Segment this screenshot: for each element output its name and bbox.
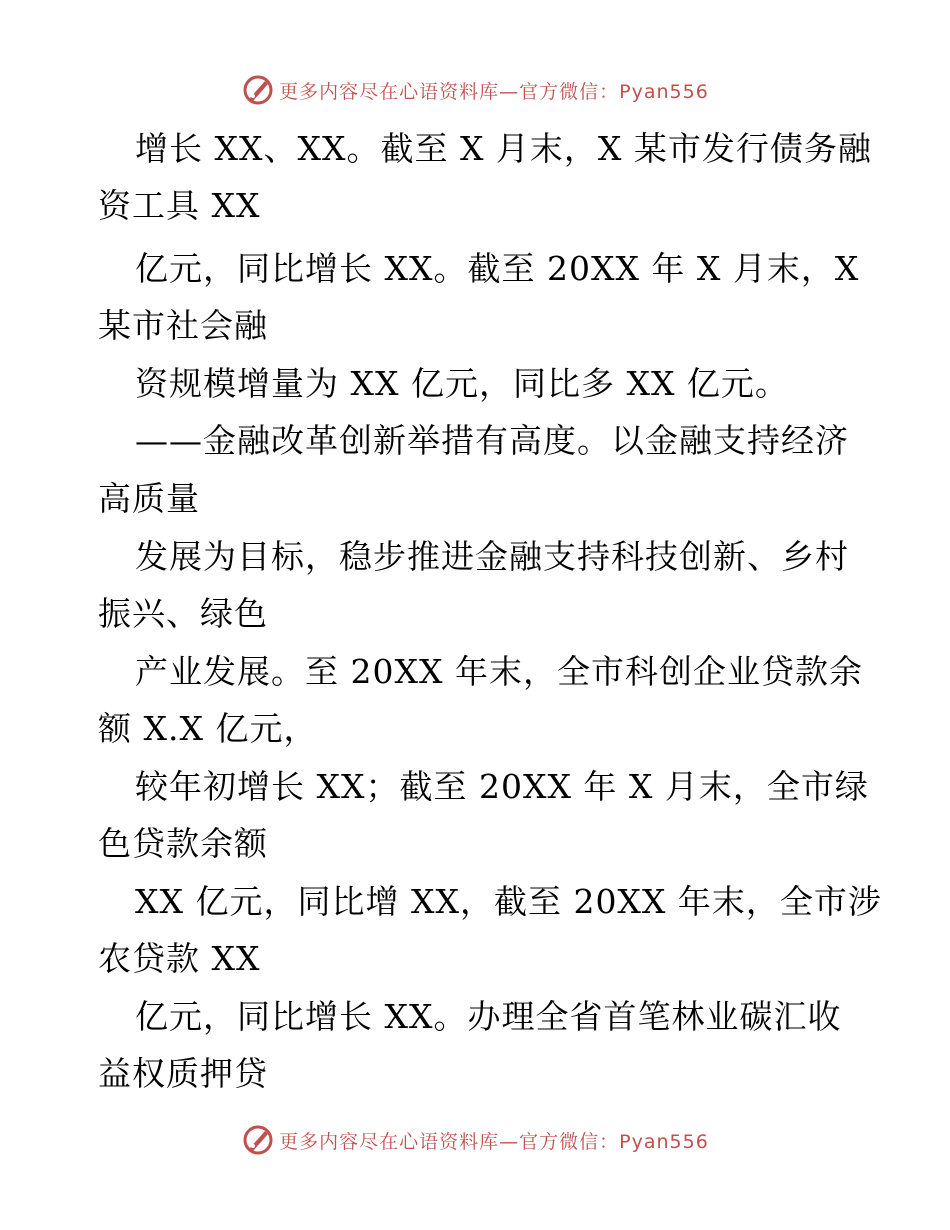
text-line: 农贷款 XX (98, 939, 261, 978)
pen-nib-logo-icon (241, 73, 275, 107)
text-line: 发展为目标，稳步推进金融支持科技创新、乡村 (135, 537, 849, 576)
text-line: 高质量 (98, 479, 200, 518)
text-line: 色贷款余额 (98, 824, 268, 863)
text-line: 增长 XX、XX。截至 X 月末，X 某市发行债务融 (135, 129, 872, 168)
pen-nib-logo-icon (241, 1123, 275, 1157)
text-line: 益权质押贷 (98, 1054, 268, 1093)
text-line: 振兴、绿色 (98, 594, 268, 633)
text-line: XX 亿元，同比增 XX，截至 20XX 年末，全市涉 (135, 882, 882, 921)
text-line: 较年初增长 XX；截至 20XX 年 X 月末，全市绿 (135, 767, 869, 806)
text-line: 亿元，同比增长 XX。办理全省首笔林业碳汇收 (135, 997, 842, 1036)
text-line: 资规模增量为 XX 亿元，同比多 XX 亿元。 (135, 364, 789, 403)
text-line: ——金融改革创新举措有高度。以金融支持经济 (135, 421, 849, 460)
text-line: 某市社会融 (98, 306, 268, 345)
text-line: 额 X.X 亿元， (98, 709, 318, 748)
watermark-text: 更多内容尽在心语资料库—官方微信：Pyan556 (279, 80, 709, 103)
text-line: 产业发展。至 20XX 年末，全市科创企业贷款余 (135, 652, 863, 691)
watermark-text: 更多内容尽在心语资料库—官方微信：Pyan556 (279, 1130, 709, 1153)
text-line: 资工具 XX (98, 186, 261, 225)
text-line: 亿元，同比增长 XX。截至 20XX 年 X 月末，X (135, 249, 860, 288)
header-watermark (0, 70, 950, 110)
footer-watermark (0, 1120, 950, 1160)
